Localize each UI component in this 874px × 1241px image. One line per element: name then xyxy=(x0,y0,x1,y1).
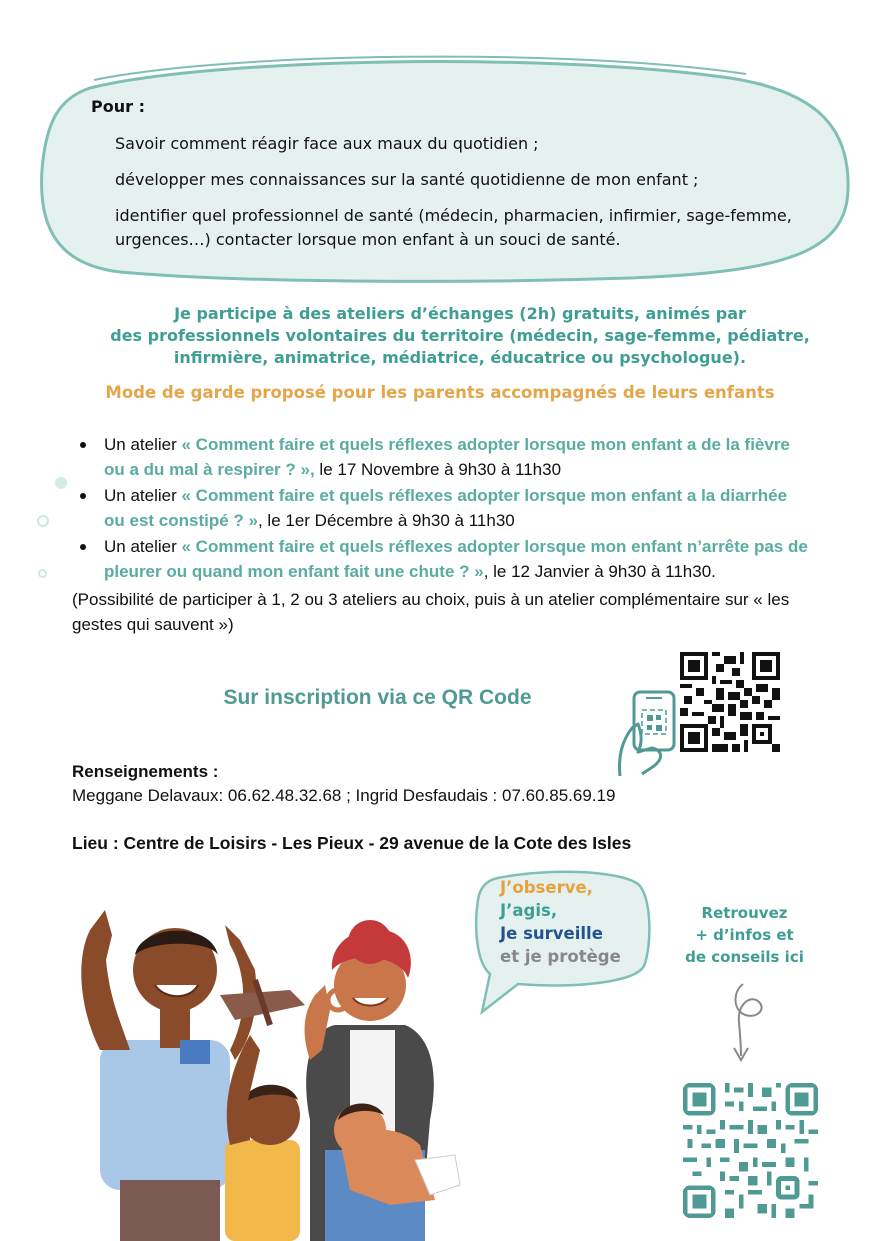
atelier-prefix: Un atelier xyxy=(104,486,182,505)
atelier-date: , le 12 Janvier à 9h30 à 11h30. xyxy=(483,562,716,581)
lieu-text: Lieu : Centre de Loisirs - Les Pieux - 29 avenue de la Cote des Isles xyxy=(72,833,632,853)
retrouvez-line: de conseils ici xyxy=(685,948,804,966)
qr-code-inscription[interactable] xyxy=(680,652,780,752)
atelier-prefix: Un atelier xyxy=(104,537,182,556)
atelier-date: le 17 Novembre à 9h30 à 11h30 xyxy=(314,460,562,479)
qr-code-infos[interactable] xyxy=(683,1083,818,1218)
speech-text xyxy=(500,876,621,968)
renseignements-heading: Renseignements : xyxy=(72,762,219,781)
atelier-item xyxy=(72,483,812,533)
participe-text xyxy=(95,303,825,369)
retrouvez-text xyxy=(672,902,817,968)
phone-qr-scan-icon xyxy=(612,686,690,778)
intro-item: identifier quel professionnel de santé (médecin, pharmacien, infirmier, sage-femme, urgences…) contacter lorsque mon enfant à un souci de santé. xyxy=(115,206,792,249)
retrouvez-line: Retrouvez xyxy=(701,904,788,922)
curly-arrow-down-icon xyxy=(715,980,775,1065)
atelier-title: « Comment faire et quels réflexes adopter lorsque mon enfant a de la fièvre ou a du mal à respirer ? », xyxy=(104,435,790,479)
retrouvez-line: + d’infos et xyxy=(695,926,794,944)
family-illustration xyxy=(60,900,510,1241)
atelier-title: « Comment faire et quels réflexes adopter lorsque mon enfant n’arrête pas de pleurer ou quand mon enfant fait une chute ? » xyxy=(104,537,808,581)
intro-item: développer mes connaissances sur la santé quotidienne de mon enfant ; xyxy=(115,170,699,189)
participe-line: infirmière, animatrice, médiatrice, éducatrice ou psychologue). xyxy=(173,348,747,367)
renseignements-contacts: Meggane Delavaux: 06.62.48.32.68 ; Ingrid Desfaudais : 07.60.85.69.19 xyxy=(72,786,616,805)
intro-list xyxy=(115,132,830,252)
speech-line: J’observe, xyxy=(500,878,593,897)
renseignements xyxy=(72,760,615,808)
atelier-item xyxy=(72,534,812,584)
speech-line: J’agis, xyxy=(500,901,558,920)
speech-line: Je surveille xyxy=(500,924,603,943)
participe-line: Je participe à des ateliers d’échanges (2h) gratuits, animés par xyxy=(174,304,746,323)
possibilite-text: (Possibilité de participer à 1, 2 ou 3 ateliers au choix, puis à un atelier complémentaire sur « les gestes qui sauvent ») xyxy=(72,590,790,634)
ateliers-section xyxy=(72,432,812,637)
atelier-date: , le 1er Décembre à 9h30 à 11h30 xyxy=(257,511,515,530)
pour-label: Pour : xyxy=(91,97,145,116)
intro-item: Savoir comment réagir face aux maux du quotidien ; xyxy=(115,134,539,153)
decorative-dot xyxy=(55,477,67,489)
participe-line: des professionnels volontaires du territoire (médecin, sage-femme, pédiatre, xyxy=(110,326,810,345)
atelier-title: « Comment faire et quels réflexes adopter lorsque mon enfant a la diarrhée ou est constipé ? » xyxy=(104,486,788,530)
atelier-item xyxy=(72,432,812,482)
ateliers-list xyxy=(72,432,812,584)
garde-text: Mode de garde proposé pour les parents accompagnés de leurs enfants xyxy=(105,383,775,402)
decorative-dot xyxy=(37,515,49,527)
decorative-dot xyxy=(38,569,47,578)
speech-line: et je protège xyxy=(500,947,621,966)
atelier-prefix: Un atelier xyxy=(104,435,182,454)
inscription-heading: Sur inscription via ce QR Code xyxy=(223,686,532,709)
